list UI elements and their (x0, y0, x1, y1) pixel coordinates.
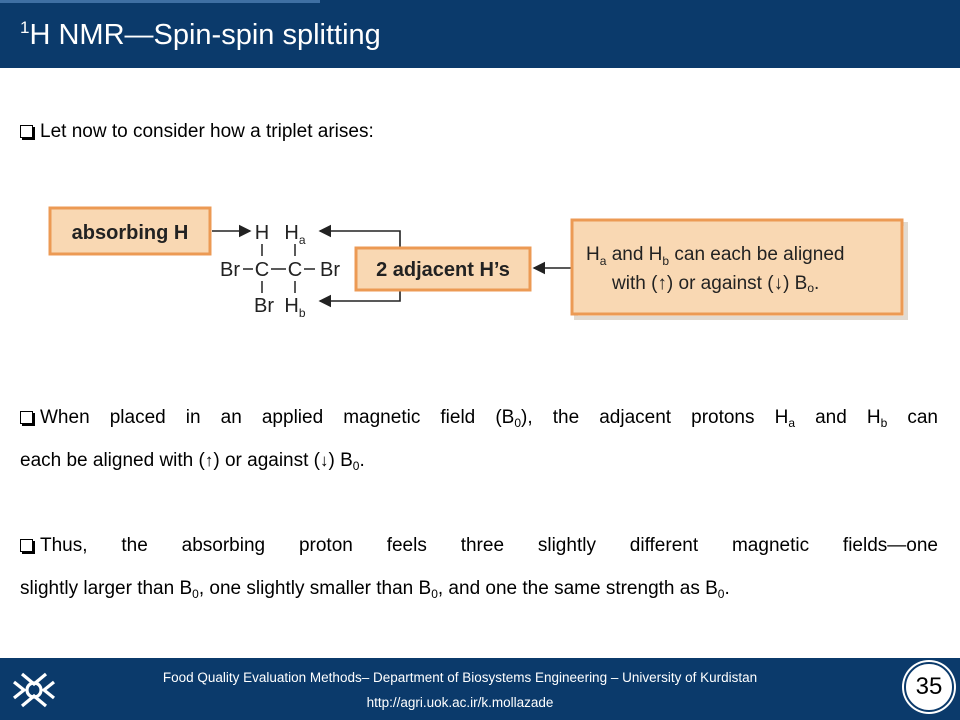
absorbing-h-box (50, 208, 210, 254)
checkbox-bullet-icon (20, 125, 33, 138)
checkbox-bullet-icon (20, 539, 33, 552)
adjacent-arrow-hb (320, 290, 400, 301)
footer-bar (0, 658, 960, 720)
molecule-structure (220, 222, 340, 320)
atom-br-left: Br (220, 259, 240, 281)
atom-c2: C (287, 259, 303, 281)
checkbox-bullet-icon (20, 411, 33, 424)
bullet-three-fields-line1: Thus, the absorbing proton feels three slightly different magnetic fields—one (20, 531, 938, 561)
atom-br-right: Br (320, 259, 340, 281)
page-number: 35 (904, 662, 954, 712)
note-line-1: $H_a$ and $H_b$ can each be aligned (586, 244, 845, 268)
title-text: H NMR—Spin-spin splitting (29, 19, 381, 51)
bullet-intro-text: Let now to consider how a triplet arises: (40, 121, 374, 142)
title-bar (0, 0, 960, 68)
up-arrow-icon: ↑ (204, 451, 214, 470)
down-arrow-icon: ↓ (773, 273, 784, 294)
adjacent-h-label: 2 adjacent H’s (376, 259, 510, 281)
bullet-intro (20, 117, 938, 147)
title-accent-line (0, 0, 320, 3)
atom-c1: C (254, 259, 270, 281)
absorbing-h-label: absorbing H (71, 222, 189, 244)
down-arrow-icon: ↓ (320, 451, 329, 470)
bullet-alignment-line2: each be aligned with (↑) or against (↓) $B_0$. (20, 450, 365, 473)
atom-ha: $H_a$ (284, 222, 306, 247)
bullet-alignment-line1: When placed in an applied magnetic field $(B_0)$, the adjacent protons $H_a$ and $H_b$ can (20, 403, 938, 433)
university-logo-icon (8, 668, 60, 712)
triplet-figure (40, 188, 920, 338)
alignment-note-box (572, 220, 906, 318)
atom-br-bottom: Br (254, 295, 274, 317)
bullet-three-fields-line2: slightly larger than $B_0$, one slightly smaller than $B_0$, and one the same strength as $B_0$. (20, 578, 730, 601)
slide-title (20, 18, 381, 52)
bullet-alignment (20, 403, 938, 476)
footer-url: http://agri.uok.ac.ir/k.mollazade (366, 695, 554, 710)
title-superscript: 1 (20, 18, 30, 37)
footer-affiliation: Food Quality Evaluation Methods– Department of Biosystems Engineering – University of Kurdistan (162, 670, 758, 685)
adjacent-arrow-ha (320, 231, 400, 248)
bullet-three-fields (20, 531, 938, 604)
atom-h-top-left: H (254, 222, 270, 244)
note-line-2: with (↑) or against (↓) Bo. (612, 273, 820, 295)
up-arrow-icon: ↑ (657, 273, 667, 294)
atom-hb: $H_b$ (284, 295, 306, 320)
adjacent-h-box (356, 248, 530, 290)
